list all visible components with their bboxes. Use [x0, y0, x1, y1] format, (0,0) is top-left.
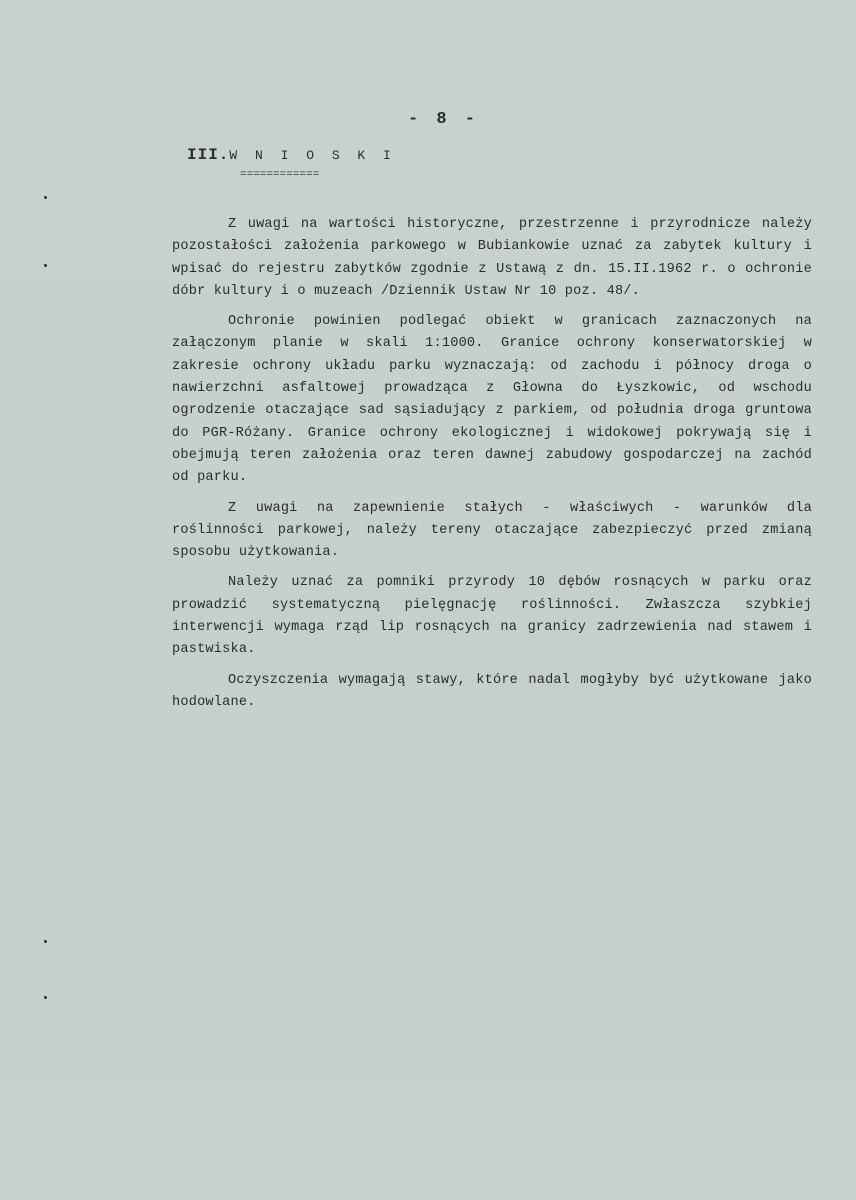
paragraph-4: Należy uznać za pomniki przyrody 10 dębów rosnących w parku oraz prowadzić systematyczną pielęgnację roślinności. Zwłaszcza szybkiej interwencji wymaga rząd lip rosnących na granicy zadrzewienia nad stawem i pastwiska.	[172, 575, 812, 658]
paragraph-3: Z uwagi na zapewnienie stałych - właściwych - warunków dla roślinności parkowej, należy tereny otaczające zabezpieczyć przed zmianą sposobu użytkowania.	[172, 500, 812, 561]
paragraph-2: Ochronie powinien podlegać obiekt w granicach zaznaczonych na załączonym planie w skali 1:1000. Granice ochrony konserwatorskiej w zakresie ochrony układu parku wyznaczają: od zachodu i północy droga o nawierzchni asfaltowej prowadząca z Głowna do Łyszkowic, od wschodu ogrodzenie otaczające sad sąsiadujący z parkiem, od południa droga gruntowa do PGR-Różany. Granice ochrony ekologicznej i widokowej pokrywają się i obejmują teren założenia oraz teren dawnej zabudowy gospodarczej na zachód od parku.	[172, 314, 812, 486]
section-title: W N I O S K I	[229, 148, 396, 163]
paragraph-5: Oczyszczenia wymagają stawy, które nadal mogłyby być użytkowane jako hodowlane.	[172, 672, 812, 710]
section-number: III.	[187, 146, 230, 164]
page-number: - 8 -	[408, 110, 480, 129]
heading-underline: ============	[240, 169, 320, 181]
body-text	[172, 214, 812, 714]
scan-speck	[44, 196, 47, 199]
section-heading	[187, 146, 396, 164]
scan-speck	[44, 264, 47, 267]
scan-speck	[44, 940, 47, 943]
scan-speck	[44, 996, 47, 999]
paragraph-1: Z uwagi na wartości historyczne, przestrzenne i przyrodnicze należy pozostałości założenia parkowego w Bubiankowie uznać za zabytek kultury i wpisać do rejestru zabytków zgodnie z Ustawą z dn. 15.II.1962 r. o ochronie dóbr kultury i o muzeach /Dziennik Ustaw Nr 10 poz. 48/.	[172, 217, 812, 299]
